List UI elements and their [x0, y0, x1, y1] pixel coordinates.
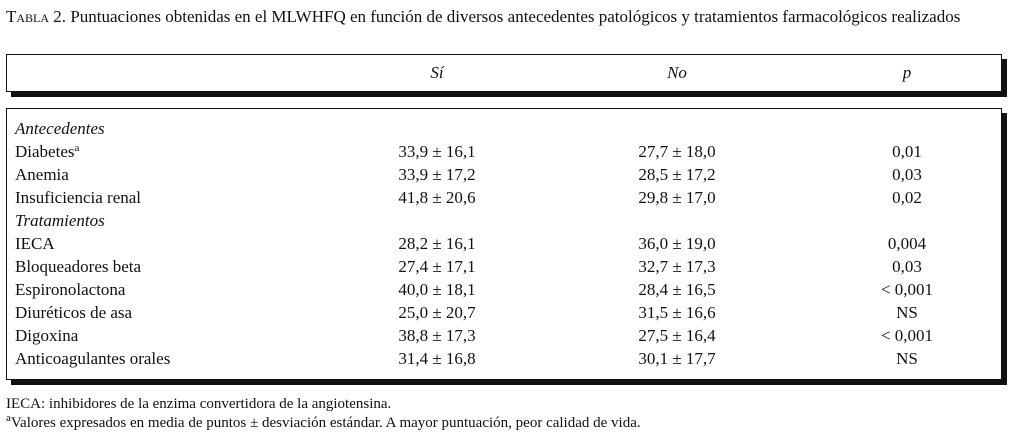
table-row — [7, 163, 1003, 186]
row-label: Diuréticos de asa — [15, 303, 133, 322]
footnote-abbreviation: IECA: inhibidores de la enzima convertidora de la angiotensina. — [6, 396, 392, 412]
cell-p: 0,03 — [892, 257, 922, 276]
cell-si: 27,4 ± 17,1 — [398, 257, 476, 276]
cell-si: 31,4 ± 16,8 — [398, 349, 476, 368]
row-label: Diabetes$^a$ — [15, 142, 80, 161]
cell-p: 0,004 — [887, 234, 927, 253]
cell-si: 25,0 ± 20,7 — [398, 303, 476, 322]
table-row — [7, 347, 1003, 370]
table-header — [6, 54, 1002, 92]
footnote-marker: a — [6, 412, 11, 424]
cell-p: < 0,001 — [880, 326, 934, 345]
table-row — [7, 232, 1003, 255]
cell-no: 29,8 ± 17,0 — [638, 188, 716, 207]
cell-p: NS — [896, 303, 918, 322]
cell-p: NS — [896, 349, 918, 368]
cell-p: 0,02 — [892, 188, 922, 207]
cell-p: 0,03 — [892, 165, 922, 184]
cell-si: 40,0 ± 18,1 — [398, 280, 476, 299]
cell-no: 28,4 ± 16,5 — [638, 280, 716, 299]
column-header-p: p — [902, 63, 912, 82]
table-row — [7, 278, 1003, 301]
cell-p: < 0,001 — [880, 280, 934, 299]
column-header-si: Sí — [430, 63, 444, 82]
row-label: Espironolactona — [15, 280, 126, 299]
table-body — [6, 108, 1002, 380]
row-label: IECA — [15, 234, 55, 253]
table-row — [7, 140, 1003, 163]
section-title: Antecedentes — [15, 119, 105, 138]
column-header-no: No — [667, 63, 687, 82]
table-row — [7, 324, 1003, 347]
cell-no: 27,5 ± 16,4 — [638, 326, 716, 345]
cell-si: 33,9 ± 17,2 — [398, 165, 476, 184]
section-title: Tratamientos — [15, 211, 105, 230]
cell-no: 31,5 ± 16,6 — [638, 303, 716, 322]
cell-no: 28,5 ± 17,2 — [638, 165, 716, 184]
cell-si: 41,8 ± 20,6 — [398, 188, 476, 207]
table-row — [7, 301, 1003, 324]
table-caption — [6, 6, 1016, 27]
cell-no: 27,7 ± 18,0 — [638, 142, 716, 161]
cell-si: 38,8 ± 17,3 — [398, 326, 476, 345]
section-header-tratamientos — [7, 209, 1003, 232]
cell-no: 30,1 ± 17,7 — [638, 349, 716, 368]
cell-no: 32,7 ± 17,3 — [638, 257, 716, 276]
footnote-marker: a — [74, 142, 80, 154]
row-label: Digoxina — [15, 326, 79, 345]
table-row — [7, 186, 1003, 209]
table-row — [7, 255, 1003, 278]
cell-no: 36,0 ± 19,0 — [638, 234, 716, 253]
cell-si: 28,2 ± 16,1 — [398, 234, 476, 253]
row-label: Anemia — [15, 165, 69, 184]
row-label: Anticoagulantes orales — [15, 349, 171, 368]
table-caption-text: Puntuaciones obtenidas en el MLWHFQ en función de diversos antecedentes patológicos y tratamientos farmacológicos realizados — [70, 7, 961, 26]
footnote-values: $^a$Valores expresados en media de puntos ± desviación estándar. A mayor puntuación, peor calidad de vida. — [6, 412, 641, 431]
row-label: Bloqueadores beta — [15, 257, 142, 276]
section-header-antecedentes — [7, 117, 1003, 140]
row-label: Insuficiencia renal — [15, 188, 142, 207]
table-caption-label: Tabla 2. — [6, 7, 67, 26]
cell-si: 33,9 ± 16,1 — [398, 142, 476, 161]
cell-p: 0,01 — [892, 142, 922, 161]
